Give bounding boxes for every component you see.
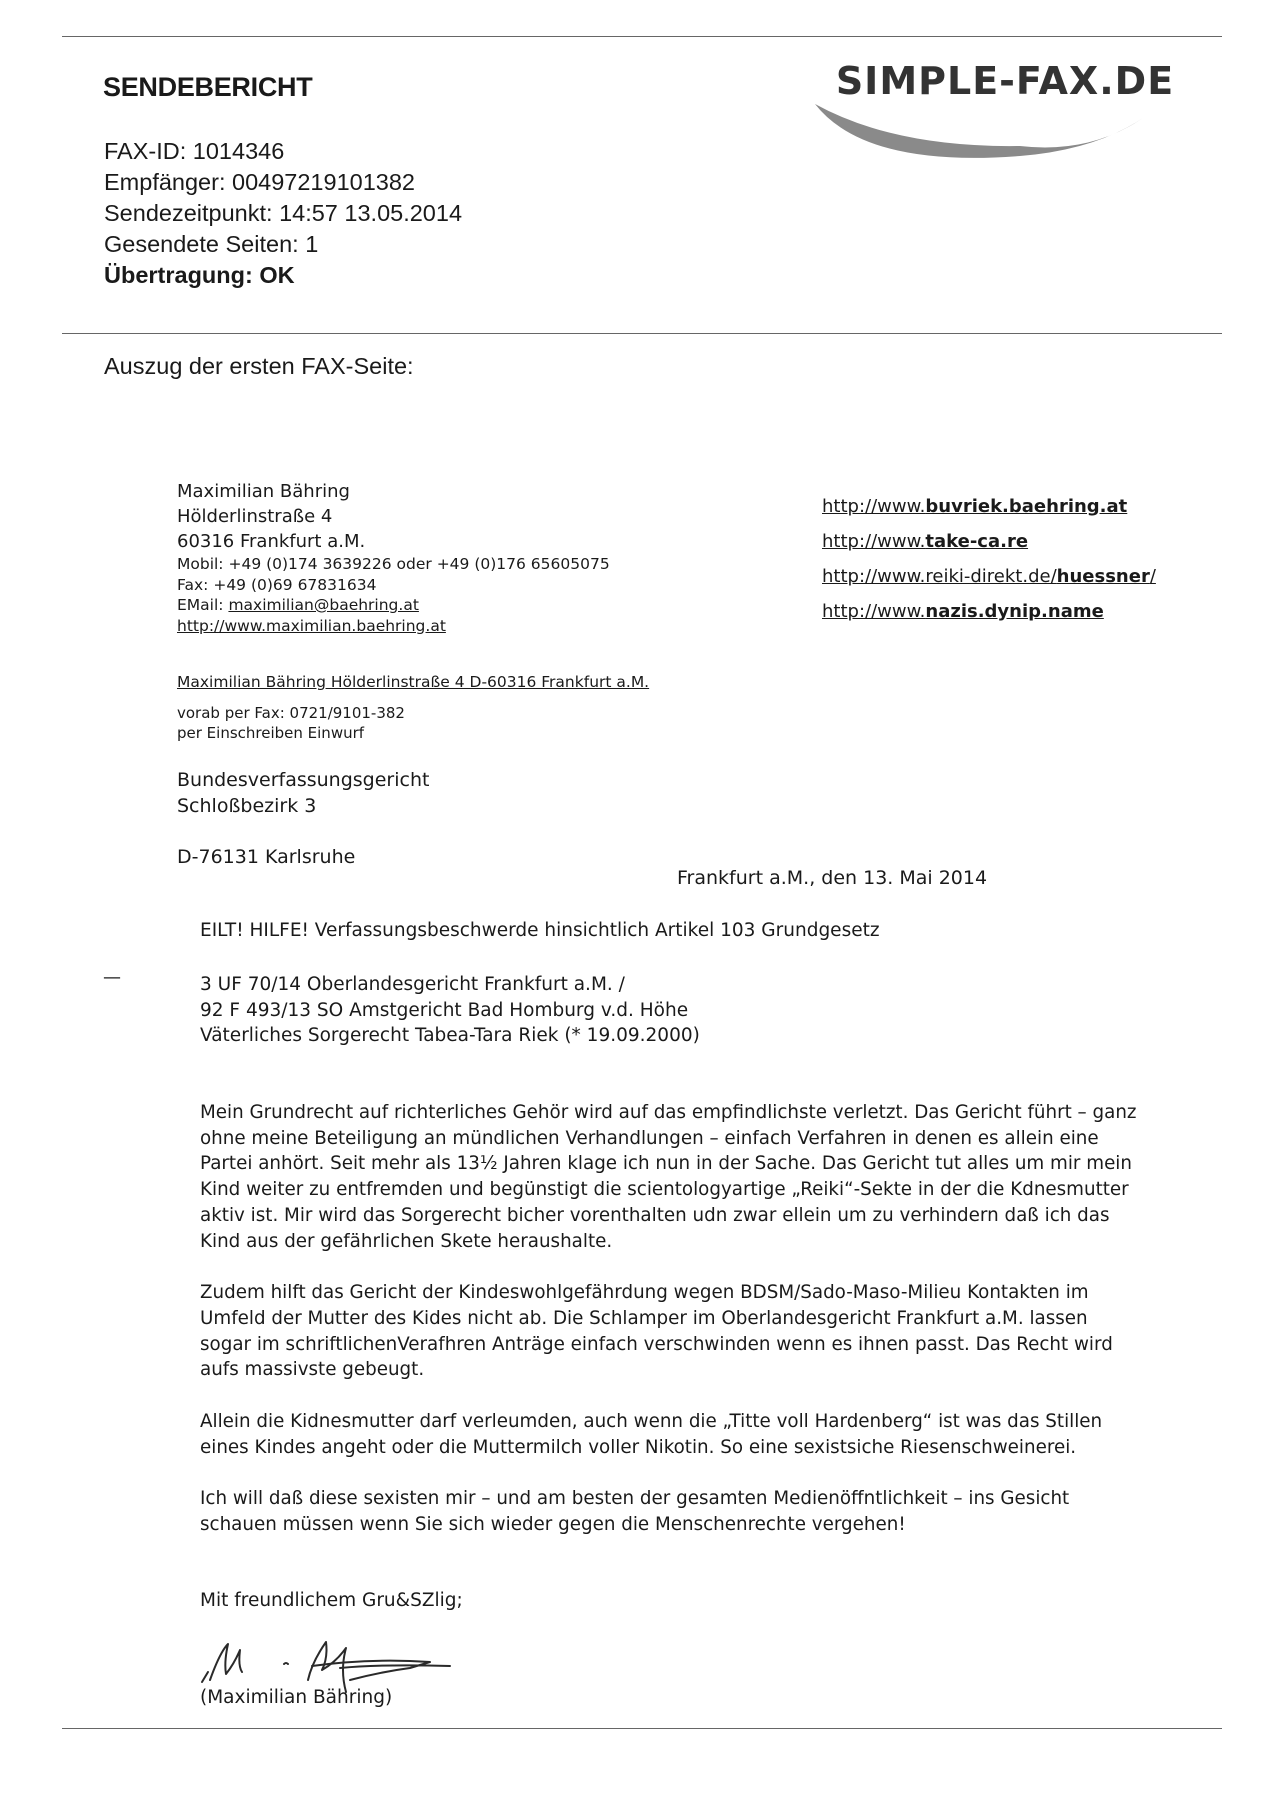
case-ref-2: 92 F 493/13 SO Amstgericht Bad Homburg v.d. Höhe [200,999,689,1021]
link-1[interactable]: http://www.buvriek.baehring.at [822,496,1128,517]
letter-subject: EILT! HILFE! Verfassungsbeschwerde hinsichtlich Artikel 103 Grundgesetz [200,920,880,941]
excerpt-label: Auszug der ersten FAX-Seite: [104,353,414,379]
signature-name: (Maximilian Bähring) [200,1687,393,1708]
transmission-status: Übertragung: OK [104,262,295,288]
simple-fax-logo [805,58,1205,158]
paragraph-2: Zudem hilft das Gericht der Kindeswohlgefährdung wegen BDSM/Sado-Maso-Milieu Kontakten im Umfeld der Mutter des Kides nicht ab. Die Schlamper im Oberlandesgericht Frankfurt a.M. lassen sogar im schriftlichenVerafhren Anträge einfach verschwinden wenn es ihnen passt. Das Recht wird aufs massivste gebeugt. [200,1282,1113,1381]
sender-mobile [177,554,610,575]
links-list [822,489,1156,629]
link-item [822,559,1156,594]
fax-label: Fax: [177,575,209,594]
sender-street: Hölderlinstraße 4 [177,506,333,527]
registered-note: per Einschreiben Einwurf [177,724,365,742]
return-address: Maximilian Bähring Hölderlinstraße 4 D-60316 Frankfurt a.M. [177,673,650,691]
link-4[interactable]: http://www.nazis.dynip.name [822,601,1104,622]
case-ref-3: Väterliches Sorgerecht Tabea-Tara Riek (* 19.09.2000) [200,1025,700,1046]
report-meta [104,136,462,291]
pre-fax-note: vorab per Fax: 0721/9101-382 [177,704,405,722]
email-label: EMail: [177,596,224,614]
sender-fax [177,575,610,596]
sender-email [177,595,610,616]
sender-name: Maximilian Bähring [177,481,350,502]
case-references [200,972,700,1049]
handwritten-signature [200,1622,500,1694]
letter-date: Frankfurt a.M., den 13. Mai 2014 [677,867,988,889]
mobile-label: Mobil: [177,555,224,573]
link-2[interactable]: http://www.take-ca.re [822,531,1029,552]
top-divider [62,36,1222,37]
report-title: SENDEBERICHT [103,72,313,102]
send-time: Sendezeitpunkt: 14:57 13.05.2014 [104,200,463,226]
paragraph-3: Allein die Kidnesmutter darf verleumden, auch wenn die „Titte voll Hardenberg“ ist was das Stillen eines Kindes angeht oder die Muttermilch voller Nikotin. So eine sexistsiche Riesenschweinerei. [200,1411,1103,1458]
link-item [822,524,1156,559]
paragraph-1: Mein Grundrecht auf richterliches Gehör wird auf das empfindlichste verletzt. Das Gericht führt – ganz ohne meine Beteiligung an mündlichen Verhandlungen – einfach Verfahren in denen es allein eine Partei anhört. Seit mehr als 13½ Jahren klage ich nun in der Sache. Das Gericht tut alles um mir mein Kind weiter zu entfremden und begünstigt die scientologyartige „Reiki“-Sekte in der die Kdnesmutter aktiv ist. Mir wird das Sorgerecht bicher vorenthalten udn zwar ellein um zu verhindern daß ich das Kind aus der gefährlichen Skete heraushalte. [200,1102,1137,1252]
sender-city: 60316 Frankfurt a.M. [177,531,366,552]
recipient-street: Schloßbezirk 3 [177,795,317,817]
link-item [822,489,1156,524]
delivery-notes [177,703,405,743]
fax-id: FAX-ID: 1014346 [104,138,285,164]
recipient-name: Bundesverfassungsgericht [177,769,430,791]
logo-wordmark: SIMPLE-FAX.DE [835,59,1175,103]
closing-salutation: Mit freundlichem Gru&SZlig; [200,1590,463,1611]
sender-block [177,479,610,636]
email-link[interactable]: maximilian@baehring.at [228,596,419,614]
link-item [822,594,1156,629]
middle-divider [62,333,1222,334]
bottom-divider [62,1728,1222,1729]
pages-sent: Gesendete Seiten: 1 [104,231,319,257]
recipient-address [177,767,429,819]
fold-mark: — [103,967,121,988]
case-ref-1: 3 UF 70/14 Oberlandesgericht Frankfurt a.M. / [200,974,625,995]
letter-body [200,1100,1140,1564]
mobile-value: +49 (0)174 3639226 oder +49 (0)176 65605075 [228,555,610,573]
recipient-number: Empfänger: 00497219101382 [104,169,415,195]
fax-value: +49 (0)69 67831634 [213,575,377,594]
link-3[interactable]: http://www.reiki-direkt.de/huessner/ [822,566,1156,587]
sender-website[interactable]: http://www.maximilian.baehring.at [177,616,446,635]
recipient-city: D-76131 Karlsruhe [177,846,356,868]
paragraph-4: Ich will daß diese sexisten mir – und am besten der gesamten Medienöffntlichkeit – ins Gesicht schauen müssen wenn Sie sich wieder gegen die Menschenrechte vergehen! [200,1488,1070,1536]
